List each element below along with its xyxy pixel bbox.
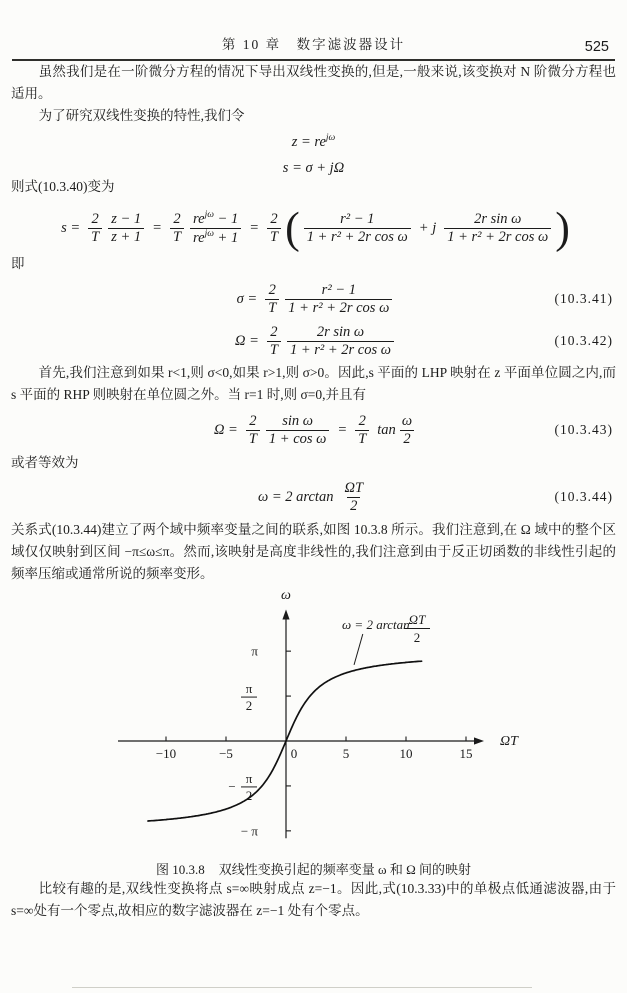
x-tick-label: 10 (399, 746, 413, 762)
paragraph-final: 比较有趣的是,双线性变换将点 s=∞映射成点 z=−1。因此,式(10.3.33)中的单极点低通滤波器,由于 s=∞处有一个零点,故相应的数字滤波器在 z=−1 处有个零点。 (11, 881, 616, 919)
fraction-denominator: T (88, 228, 102, 246)
fraction-denominator: z + 1 (108, 228, 144, 246)
paragraph-relation: 关系式(10.3.44)建立了两个域中频率变量之间的联系,如图 10.3.8 所示。我们注意到,在 Ω 域中的整个区域仅仅映射到区间 −π≤ω≤π。然而,该映射是高度非线性的,我们注意到由于反正切函数的非线性引起的频率压缩或通常所说的频率变形。 (11, 522, 616, 582)
eq-z-def-body (292, 133, 336, 151)
eq-token: re (193, 229, 205, 246)
eq-lhs: s = (61, 219, 81, 236)
equation-number: (10.3.41) (554, 291, 613, 307)
eq-s-def (11, 160, 616, 177)
eq-token: − 1 (217, 211, 239, 227)
x-tick-label: −5 (219, 746, 233, 762)
eq-lhs: ω = 2 arctan (257, 488, 334, 505)
y-tick-label-num: π (245, 681, 253, 697)
fraction-denominator: T (170, 228, 184, 246)
paragraph-ji: 即 (11, 256, 25, 272)
page-header (12, 0, 615, 61)
fraction-numerator: r² − 1 (340, 211, 375, 227)
fraction-imag-part (444, 211, 551, 245)
fraction-numerator: 2r sin ω (316, 324, 365, 340)
fraction-numerator: 2 (173, 211, 181, 227)
figure-caption-label: 图 10.3.8 (156, 862, 205, 878)
x-tick-label: 15 (459, 746, 473, 762)
fraction-numerator (190, 210, 241, 228)
paragraph-lead: 为了研究双线性变换的特性,我们令 (38, 108, 245, 123)
fraction-numerator: ω (401, 413, 413, 429)
eq-base: z = re (291, 133, 326, 150)
fraction-denominator: 1 + r² + 2r cos ω (285, 299, 392, 317)
fraction-2-over-T (265, 282, 279, 316)
y-tick-label: π (251, 643, 258, 659)
equation-number: (10.3.44) (554, 489, 613, 505)
equals-sign: = (337, 421, 348, 438)
x-axis-label: ΩT (500, 734, 518, 750)
figure-10-3-8 (0, 585, 627, 878)
paragraph-then-40: 则式(10.3.40)变为 (11, 179, 115, 195)
fraction-denominator: 1 + cos ω (266, 430, 329, 448)
fraction-real-part (304, 211, 411, 245)
eq-lhs: σ = (236, 290, 258, 307)
plus-j-operator: + j (418, 219, 437, 236)
fraction-denominator: 1 + r² + 2r cos ω (304, 228, 411, 246)
fraction-re-jw (190, 210, 241, 246)
fraction-numerator: 2 (270, 324, 278, 340)
fraction-numerator: r² − 1 (321, 282, 356, 298)
fraction-numerator: 2 (358, 413, 366, 429)
fraction-numerator: sin ω (282, 413, 314, 429)
page-number: 525 (584, 39, 609, 55)
fraction-denominator: T (265, 299, 279, 317)
eq-10-3-43 (11, 408, 616, 452)
y-tick-label-den: 2 (245, 698, 253, 714)
eq-10-3-41 (11, 278, 616, 320)
fraction-numerator: 2r sin ω (474, 211, 522, 227)
eq-z-def (11, 133, 616, 151)
fraction-omega-over-2 (399, 413, 415, 447)
equals-sign: = (152, 219, 162, 236)
eq-superscript: jω (204, 228, 214, 239)
figure-chart (0, 585, 627, 853)
y-tick-label: − π (240, 823, 258, 839)
x-axis-arrow (474, 738, 484, 745)
fraction-omega-T-over-2 (341, 480, 366, 514)
eq-token: + 1 (217, 229, 239, 246)
fraction-numerator: ΩT (344, 480, 364, 496)
figure-caption-text: 双线性变换引起的频率变量 ω 和 Ω 间的映射 (218, 862, 471, 878)
eq-lhs: Ω = (234, 332, 259, 349)
eq-superscript: jω (325, 133, 336, 143)
fraction-main (287, 324, 394, 358)
fraction-numerator: 2 (270, 211, 278, 227)
fraction-denominator: 1 + r² + 2r cos ω (287, 341, 394, 359)
eq-s-def-body: s = σ + jΩ (282, 159, 345, 176)
fraction-main (285, 282, 392, 316)
eq-10-3-44 (11, 475, 616, 519)
annotation-pointer-line (354, 634, 363, 665)
fraction-denominator: 2 (400, 430, 413, 448)
fraction-denominator: 1 + r² + 2r cos ω (444, 228, 551, 246)
fraction-sin (266, 413, 329, 447)
y-tick-label-minus: − (228, 779, 236, 795)
fraction-2-over-T (267, 211, 281, 245)
equals-sign: = (249, 219, 260, 236)
fraction-denominator: T (246, 430, 260, 448)
eq-10-3-40-expanded: s = $\frac{2}{T}$ $\frac{z - 1}{z + 1}$ = $\frac{2}{T}$ $\frac{re^{j\omega} - 1}{re^{j\omega} + 1}$ = $\frac{2}{T}$ ( $\frac{\text{r² − 1}}{\text{1 + r² + 2r cos ω}}$ + j $\frac{\text{2r sin ω}}{\text{1 + r² + 2r cos ω}}$ ) (61, 202, 570, 253)
y-tick-label-den: 2 (245, 788, 253, 804)
fraction-denominator (190, 228, 241, 247)
paragraph-first: 首先,我们注意到如果 r<1,则 σ<0,如果 r>1,则 σ>0。因此,s 平面的 LHP 映射在 z 平面单位圆之内,而 s 平面的 RHP 则映射在单位圆之外。当 r=1 时,则 σ=0,并且有 (11, 365, 616, 403)
y-axis-arrow (282, 610, 289, 620)
eq-superscript: jω (204, 210, 214, 221)
fraction-2-over-T (170, 211, 184, 245)
equation-number: (10.3.42) (554, 333, 613, 349)
eq-lhs: Ω = (213, 421, 238, 438)
x-tick-label: 5 (342, 746, 350, 762)
annotation-frac-den: 2 (413, 630, 421, 646)
fraction-numerator: 2 (268, 282, 276, 298)
fraction-numerator: 2 (91, 211, 99, 227)
annotation-frac-num: ΩT (408, 612, 426, 628)
eq-token: re (193, 211, 205, 227)
fraction-numerator: z − 1 (111, 211, 142, 227)
paragraph-intro: 虽然我们是在一阶微分方程的情况下导出双线性变换的,但是,一般来说,该变换对 N 阶微分方程也适用。 (11, 64, 616, 101)
fraction-denominator: 2 (347, 497, 360, 515)
paragraph-equiv: 或者等效为 (11, 455, 79, 471)
equation-number: (10.3.43) (554, 422, 613, 438)
chapter-title: 第 10 章 数字滤波器设计 (221, 37, 406, 52)
fraction-2-over-T (88, 211, 102, 245)
fraction-denominator: T (267, 341, 281, 359)
fraction-z (108, 211, 144, 245)
fraction-numerator: 2 (249, 413, 257, 429)
annotation-formula: ω = 2 arctan (342, 617, 410, 633)
tan-function: tan (377, 421, 396, 438)
fraction-denominator: T (355, 430, 369, 448)
fraction-2-over-T (355, 413, 369, 447)
eq-10-3-42 (11, 320, 616, 362)
fraction-denominator: T (267, 228, 281, 246)
y-axis-label: ω (281, 588, 291, 604)
figure-caption (0, 859, 627, 878)
x-tick-label: −10 (155, 746, 177, 762)
fraction-2-over-T (246, 413, 260, 447)
fraction-2-over-T (267, 324, 281, 358)
scan-artifact (72, 987, 532, 988)
y-tick-label-num: π (245, 771, 253, 787)
x-tick-label: 0 (290, 746, 298, 762)
